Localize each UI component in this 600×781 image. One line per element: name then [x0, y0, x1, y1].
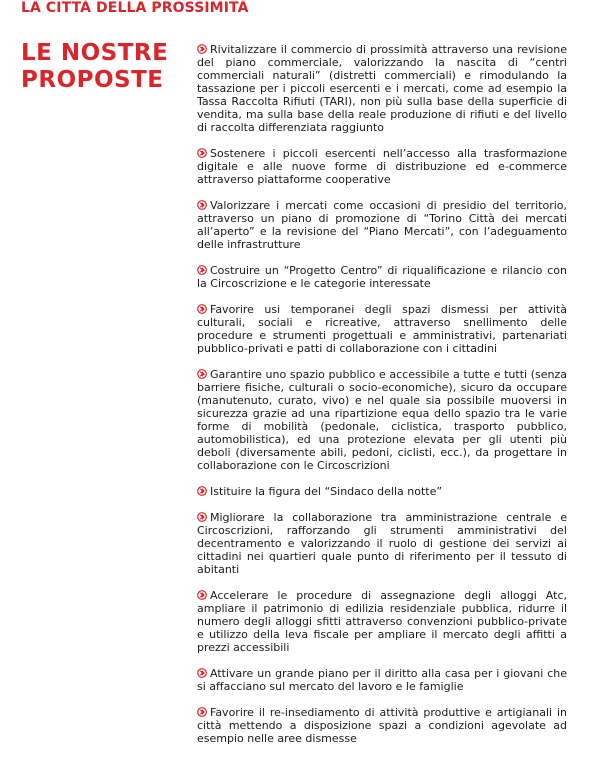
list-item: [197, 589, 567, 654]
list-item: [197, 706, 567, 745]
circled-arrow-right-icon: [197, 486, 207, 496]
list-item-text: Favorire usi temporanei degli spazi dismessi per attività culturali, sociali e ricreative, attraverso snellimento delle procedure e strumenti progettuali e amministrativi, partenariati pubblico-privati e patti di collaborazione con i cittadini: [197, 303, 567, 355]
circled-arrow-right-icon: [197, 44, 207, 54]
list-item-text: Sostenere i piccoli esercenti nell’accesso alla trasformazione digitale e alle nuove forme di distribuzione ed e-commerce attraverso piattaforme cooperative: [197, 147, 567, 186]
list-item: [197, 667, 567, 693]
list-item-text: Rivitalizzare il commercio di prossimità attraverso una revisione del piano commerciale, valorizzando la nascita di “centri commerciali naturali” (distretti commerciali) e rimodulando la tassazione per i piccoli esercenti e i mercati, come ad esempio la Tassa Raccolta Rifiuti (TARI), non più sulla base della superficie di vendita, ma sulla base della reale produzione di rifiuti e del livello di raccolta differenziata raggiunto: [197, 43, 567, 134]
list-item: [197, 511, 567, 576]
list-item: [197, 303, 567, 355]
section-header: LA CITTÀ DELLA PROSSIMITÀ: [21, 0, 249, 16]
page-title-line-2: PROPOSTE: [21, 67, 164, 93]
list-item-text: Accelerare le procedure di assegnazione degli alloggi Atc, ampliare il patrimonio di edilizia residenziale pubblica, ridurre il numero degli alloggi sfitti attraverso convenzioni pubblico-private e utilizzo della leva fiscale per ampliare il mercato degli affitti a prezzi accessibili: [197, 589, 567, 654]
list-item: [197, 147, 567, 186]
circled-arrow-right-icon: [197, 148, 207, 158]
list-item: [197, 43, 567, 134]
list-item-text: Favorire il re-insediamento di attività produttive e artigianali in città mettendo a disposizione spazi a condizioni agevolate ad esempio nelle aree dismesse: [197, 706, 567, 745]
list-item: [197, 199, 567, 251]
list-item-text: Costruire un “Progetto Centro” di riqualificazione e rilancio con la Circoscrizione e le categorie interessate: [197, 264, 567, 290]
list-item-text: Valorizzare i mercati come occasioni di presidio del territorio, attraverso un piano di promozione di “Torino Città dei mercati all’aperto” e la revisione del “Piano Mercati”, con l’adeguamento delle infrastrutture: [197, 199, 567, 251]
circled-arrow-right-icon: [197, 668, 207, 678]
circled-arrow-right-icon: [197, 369, 207, 379]
circled-arrow-right-icon: [197, 265, 207, 275]
list-item: [197, 368, 567, 472]
circled-arrow-right-icon: [197, 512, 207, 522]
circled-arrow-right-icon: [197, 200, 207, 210]
list-item-text: Attivare un grande piano per il diritto alla casa per i giovani che si affacciano sul mercato del lavoro e le famiglie: [197, 667, 567, 693]
circled-arrow-right-icon: [197, 304, 207, 314]
list-item-text: Istituire la figura del “Sindaco della notte”: [210, 485, 443, 498]
circled-arrow-right-icon: [197, 707, 207, 717]
proposals-list: [197, 43, 567, 758]
list-item-text: Garantire uno spazio pubblico e accessibile a tutte e tutti (senza barriere fisiche, culturali o socio-economiche), sicuro da occupare (manutenuto, curato, vivo) e nel quale sia possibile muoversi in sicurezza grazie ad una ripartizione equa dello spazio tra le varie forme di mobilità (pedonale, ciclistica, trasporto pubblico, automobilistica), ed una protezione elevata per gli utenti più deboli (diversamente abili, pedoni, ciclisti, ecc.), da progettare in collaborazione con le Circoscrizioni: [197, 368, 567, 472]
list-item: [197, 485, 567, 498]
page-title-line-1: LE NOSTRE: [21, 40, 169, 66]
list-item-text: Migliorare la collaborazione tra amministrazione centrale e Circoscrizioni, rafforzando gli strumenti amministrativi del decentramento e valorizzando il ruolo di gestione dei servizi ai cittadini nei quartieri quale punto di riferimento per il tessuto di abitanti: [197, 511, 567, 576]
list-item: [197, 264, 567, 290]
circled-arrow-right-icon: [197, 590, 207, 600]
page-title: [21, 40, 168, 94]
